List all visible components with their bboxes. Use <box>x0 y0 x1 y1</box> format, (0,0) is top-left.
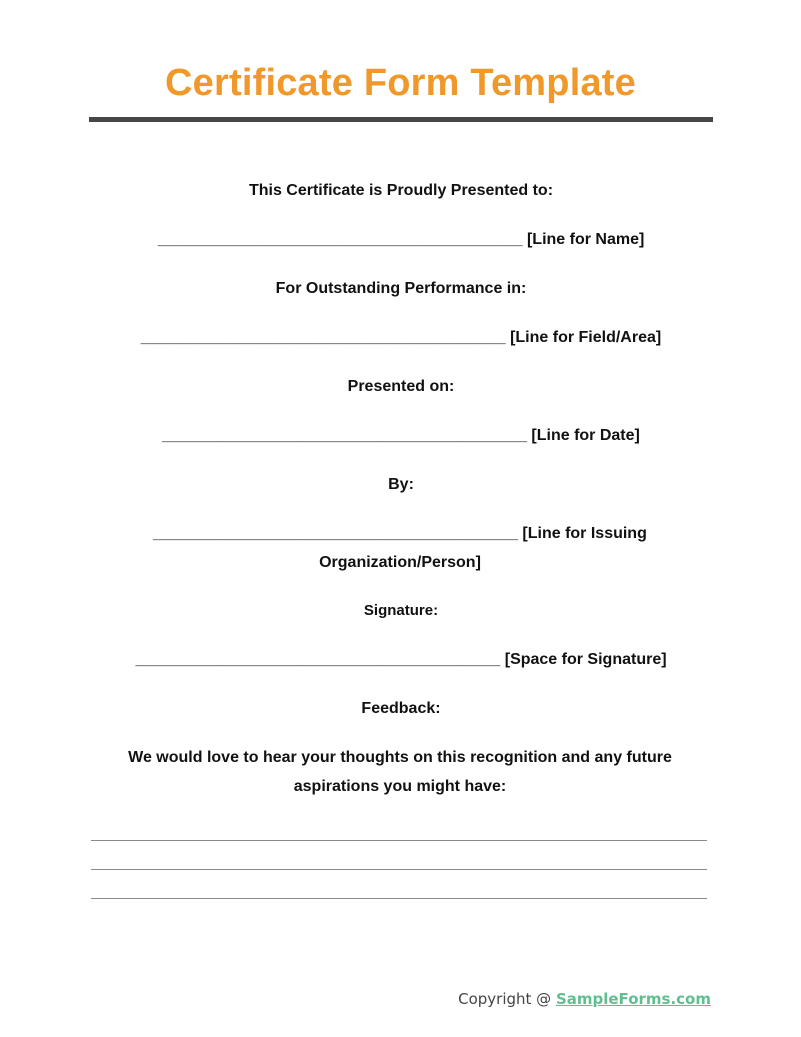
field-line: _________________________________________ [Line for Field/Area] <box>140 329 662 346</box>
presented-to-label: This Certificate is Proudly Presented to: <box>248 182 554 199</box>
feedback-answer-line-3 <box>91 898 707 899</box>
brand-link[interactable]: SampleForms.com <box>555 990 711 1008</box>
signature-label: Signature: <box>363 602 439 619</box>
date-line: _________________________________________ [Line for Date] <box>162 427 640 444</box>
presented-on-label: Presented on: <box>347 378 455 395</box>
signature-line: _________________________________________ [Space for Signature] <box>135 651 667 668</box>
page-title: Certificate Form Template <box>165 62 636 104</box>
feedback-answer-line-1 <box>91 840 707 841</box>
copyright-footer <box>0 990 711 1008</box>
feedback-answer-line-2 <box>91 869 707 870</box>
copyright-prefix: Copyright @ <box>458 990 556 1008</box>
feedback-prompt: We would love to hear your thoughts on this recognition and any future aspirations you might have: <box>128 749 672 795</box>
title-divider <box>89 117 713 122</box>
by-label: By: <box>388 476 414 493</box>
issuer-line: _________________________________________ [Line for Issuing Organization/Person] <box>153 525 647 571</box>
name-line: _________________________________________ [Line for Name] <box>157 231 645 248</box>
performance-label: For Outstanding Performance in: <box>275 280 527 297</box>
feedback-label: Feedback: <box>361 700 441 717</box>
